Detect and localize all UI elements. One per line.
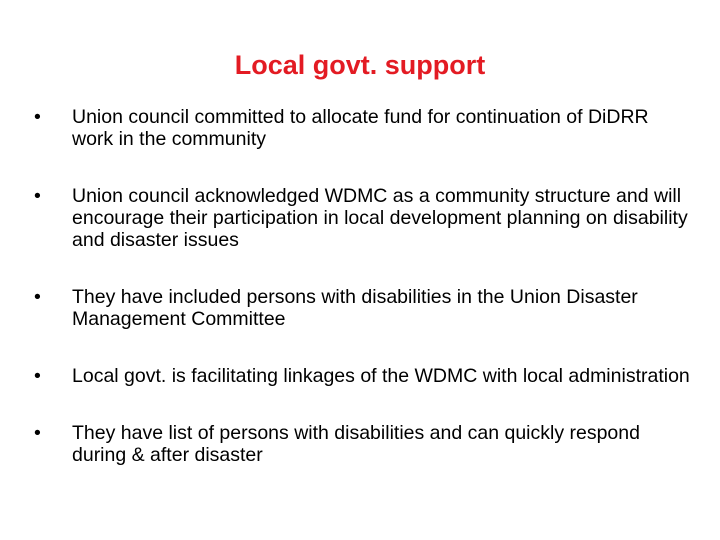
bullet-text: Union council committed to allocate fund for continuation of DiDRR work in the community: [72, 106, 649, 150]
bullet-icon: •: [34, 286, 41, 308]
bullet-list: [34, 106, 694, 466]
bullet-text: They have list of persons with disabilities and can quickly respond during & after disaster: [72, 422, 640, 466]
bullet-icon: •: [34, 365, 41, 387]
bullet-item: [34, 106, 694, 150]
bullet-text: They have included persons with disabilities in the Union Disaster Management Committee: [72, 286, 638, 330]
bullet-text: Union council acknowledged WDMC as a community structure and will encourage their participation in local development planning on disability and disaster issues: [72, 185, 688, 251]
slide-title: Local govt. support: [234, 50, 486, 80]
bullet-item: [34, 286, 694, 330]
bullet-icon: •: [34, 422, 41, 444]
bullet-text: Local govt. is facilitating linkages of the WDMC with local administration: [72, 365, 690, 387]
bullet-icon: •: [34, 185, 41, 207]
bullet-item: [34, 365, 694, 387]
bullet-item: [34, 422, 694, 466]
bullet-item: [34, 185, 694, 251]
bullet-icon: •: [34, 106, 41, 128]
